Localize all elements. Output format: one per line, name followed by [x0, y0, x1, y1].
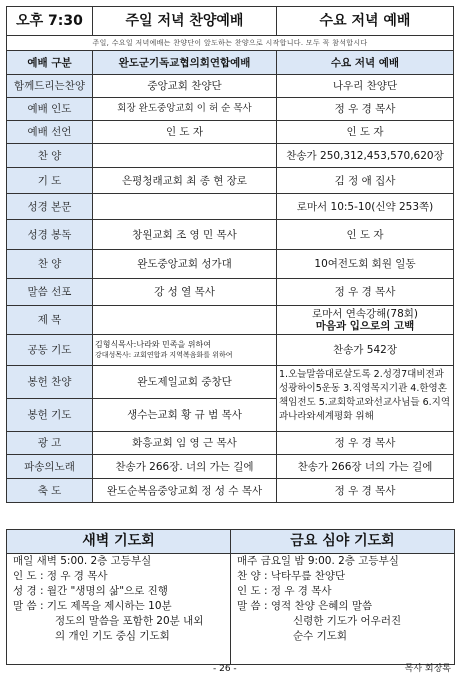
- table-row: [7, 194, 454, 220]
- row-sunday: 완도순복음중앙교회 정 성 수 목사: [93, 479, 277, 503]
- table-row: [7, 479, 454, 503]
- row-sunday: [93, 144, 277, 168]
- row-wednesday: 로마서 10:5-10(신약 253쪽): [277, 194, 454, 220]
- row-label: 찬 양: [7, 250, 93, 279]
- header-row: [7, 7, 454, 36]
- row-sunday: 완도제일교회 중창단: [93, 366, 277, 399]
- row-wednesday: 정 우 경 목사: [277, 479, 454, 503]
- row-sunday: 강 성 열 목사: [93, 279, 277, 306]
- notice-text: 주일, 수요일 저녁예배는 찬양단이 앞도하는 찬양으로 시작합니다. 모두 꼭 참석합시다: [7, 36, 454, 51]
- friday-line: 말 씀 : 영적 찬양 은혜의 말씀: [237, 600, 373, 612]
- row-wednesday: 찬송가 542장: [277, 335, 454, 366]
- friday-line: 순수 기도회: [293, 630, 348, 642]
- friday-line: 매주 금요일 밤 9:00. 2층 고등부실: [237, 555, 399, 567]
- row-wednesday: 정 우 경 목사: [277, 98, 454, 121]
- wednesday-title: 수요 저녁 예배: [277, 7, 454, 36]
- friday-prayer-title: 금요 심야 기도회: [231, 530, 454, 554]
- friday-line: 신령한 기도가 어우러진: [293, 615, 402, 627]
- row-wednesday: 찬송가 266장 너의 가는 길에: [277, 455, 454, 479]
- row-label: 성경 본문: [7, 194, 93, 220]
- prayer-line-2: 강대성목사: 교회연합과 지역복음화를 위하여: [95, 351, 233, 359]
- row-label: 찬 양: [7, 144, 93, 168]
- row-sunday: 화흥교회 임 영 근 목사: [93, 432, 277, 455]
- row-wednesday: 정 우 경 목사: [277, 279, 454, 306]
- dawn-prayer-box: [7, 530, 231, 664]
- row-label: 공동 기도: [7, 335, 93, 366]
- col-label: 예배 구분: [7, 51, 93, 75]
- row-label: 봉헌 찬양: [7, 366, 93, 399]
- prayer-line-1: 김형식목사:나라와 민족을 위하여: [95, 340, 211, 349]
- row-wednesday: 인 도 자: [277, 121, 454, 144]
- row-sunday: 회장 완도중앙교회 이 허 순 목사: [93, 98, 277, 121]
- row-label: 광 고: [7, 432, 93, 455]
- row-sunday: 완도중앙교회 성가대: [93, 250, 277, 279]
- sunday-title: 주일 저녁 찬양예배: [93, 7, 277, 36]
- dawn-line: 의 개인 기도 중심 기도회: [55, 630, 170, 642]
- row-label: 파송의노래: [7, 455, 93, 479]
- row-label: 말씀 선포: [7, 279, 93, 306]
- table-row: [7, 455, 454, 479]
- table-row: [7, 335, 454, 366]
- table-row: [7, 98, 454, 121]
- dawn-line: 매일 새벽 5:00. 2층 고등부실: [13, 555, 152, 567]
- worship-schedule: [6, 6, 453, 503]
- row-wednesday: 나우리 찬양단: [277, 75, 454, 98]
- dawn-line: 인 도 : 정 우 경 목사: [13, 570, 108, 582]
- sermon-title: 마음과 입으로의 고백: [315, 320, 415, 332]
- notice-row: [7, 36, 454, 51]
- row-label: 기 도: [7, 168, 93, 194]
- row-wednesday: 인 도 자: [277, 220, 454, 250]
- row-sunday: 창원교회 조 영 민 목사: [93, 220, 277, 250]
- row-label: 제 목: [7, 306, 93, 335]
- dawn-line: 말 씀 : 기도 제목을 제시하는 10분: [13, 600, 172, 612]
- table-row: [7, 75, 454, 98]
- row-sunday: [93, 194, 277, 220]
- row-label: 함께드리는찬양: [7, 75, 93, 98]
- row-label: 성경 봉독: [7, 220, 93, 250]
- friday-line: 인 도 : 정 우 경 목사: [237, 585, 332, 597]
- table-row: [7, 168, 454, 194]
- sermon-series: 로마서 연속강해(78회): [311, 308, 419, 320]
- row-wednesday: 10여전도회 회원 일동: [277, 250, 454, 279]
- col-sunday: 완도군기독교협의회연합예배: [93, 51, 277, 75]
- row-sunday: [93, 335, 277, 366]
- dawn-line: 성 경 : 월간 "생명의 삶"으로 진행: [13, 585, 168, 597]
- column-header-row: [7, 51, 454, 75]
- col-wednesday: 수요 저녁 예배: [277, 51, 454, 75]
- friday-prayer-box: [231, 530, 454, 664]
- prayer-topics: 1.오늘말씀대로살도록 2.성경7대비전과 성광하이5운동 3.직영목지기관 4.한영혼책임전도 5.교회학교와선교사님들 6.지역과나라와세계평화 위해: [277, 366, 454, 432]
- row-sunday: 은평청래교회 최 종 현 장로: [93, 168, 277, 194]
- friday-line: 찬 양 : 낙타무릎 찬양단: [237, 570, 346, 582]
- row-sunday: [93, 306, 277, 335]
- row-sunday: 중앙교회 찬양단: [93, 75, 277, 98]
- table-row: [7, 250, 454, 279]
- row-wednesday: 찬송가 250,312,453,570,620장: [277, 144, 454, 168]
- prayer-meetings: [6, 529, 455, 665]
- row-label: 예배 선언: [7, 121, 93, 144]
- dawn-line: 정도의 말씀을 포함한 20분 내외: [55, 615, 204, 627]
- page-number: - 26 -: [213, 664, 237, 674]
- office-label: 목사 회장록: [404, 664, 451, 674]
- table-row: [7, 144, 454, 168]
- table-row: [7, 220, 454, 250]
- table-row: [7, 366, 454, 399]
- row-wednesday: 김 정 애 집사: [277, 168, 454, 194]
- row-wednesday: 정 우 경 목사: [277, 432, 454, 455]
- row-wednesday: [277, 306, 454, 335]
- table-row: [7, 432, 454, 455]
- table-row: [7, 279, 454, 306]
- dawn-prayer-title: 새벽 기도회: [7, 530, 230, 554]
- worship-table: [6, 6, 454, 503]
- row-label: 봉헌 기도: [7, 399, 93, 432]
- row-sunday: 생수는교회 황 규 범 목사: [93, 399, 277, 432]
- row-sunday: 인 도 자: [93, 121, 277, 144]
- table-row: [7, 306, 454, 335]
- service-time: 오후 7:30: [7, 7, 93, 36]
- row-sunday: 찬송가 266장. 너의 가는 길에: [93, 455, 277, 479]
- row-label: 예배 인도: [7, 98, 93, 121]
- table-row: [7, 121, 454, 144]
- row-label: 축 도: [7, 479, 93, 503]
